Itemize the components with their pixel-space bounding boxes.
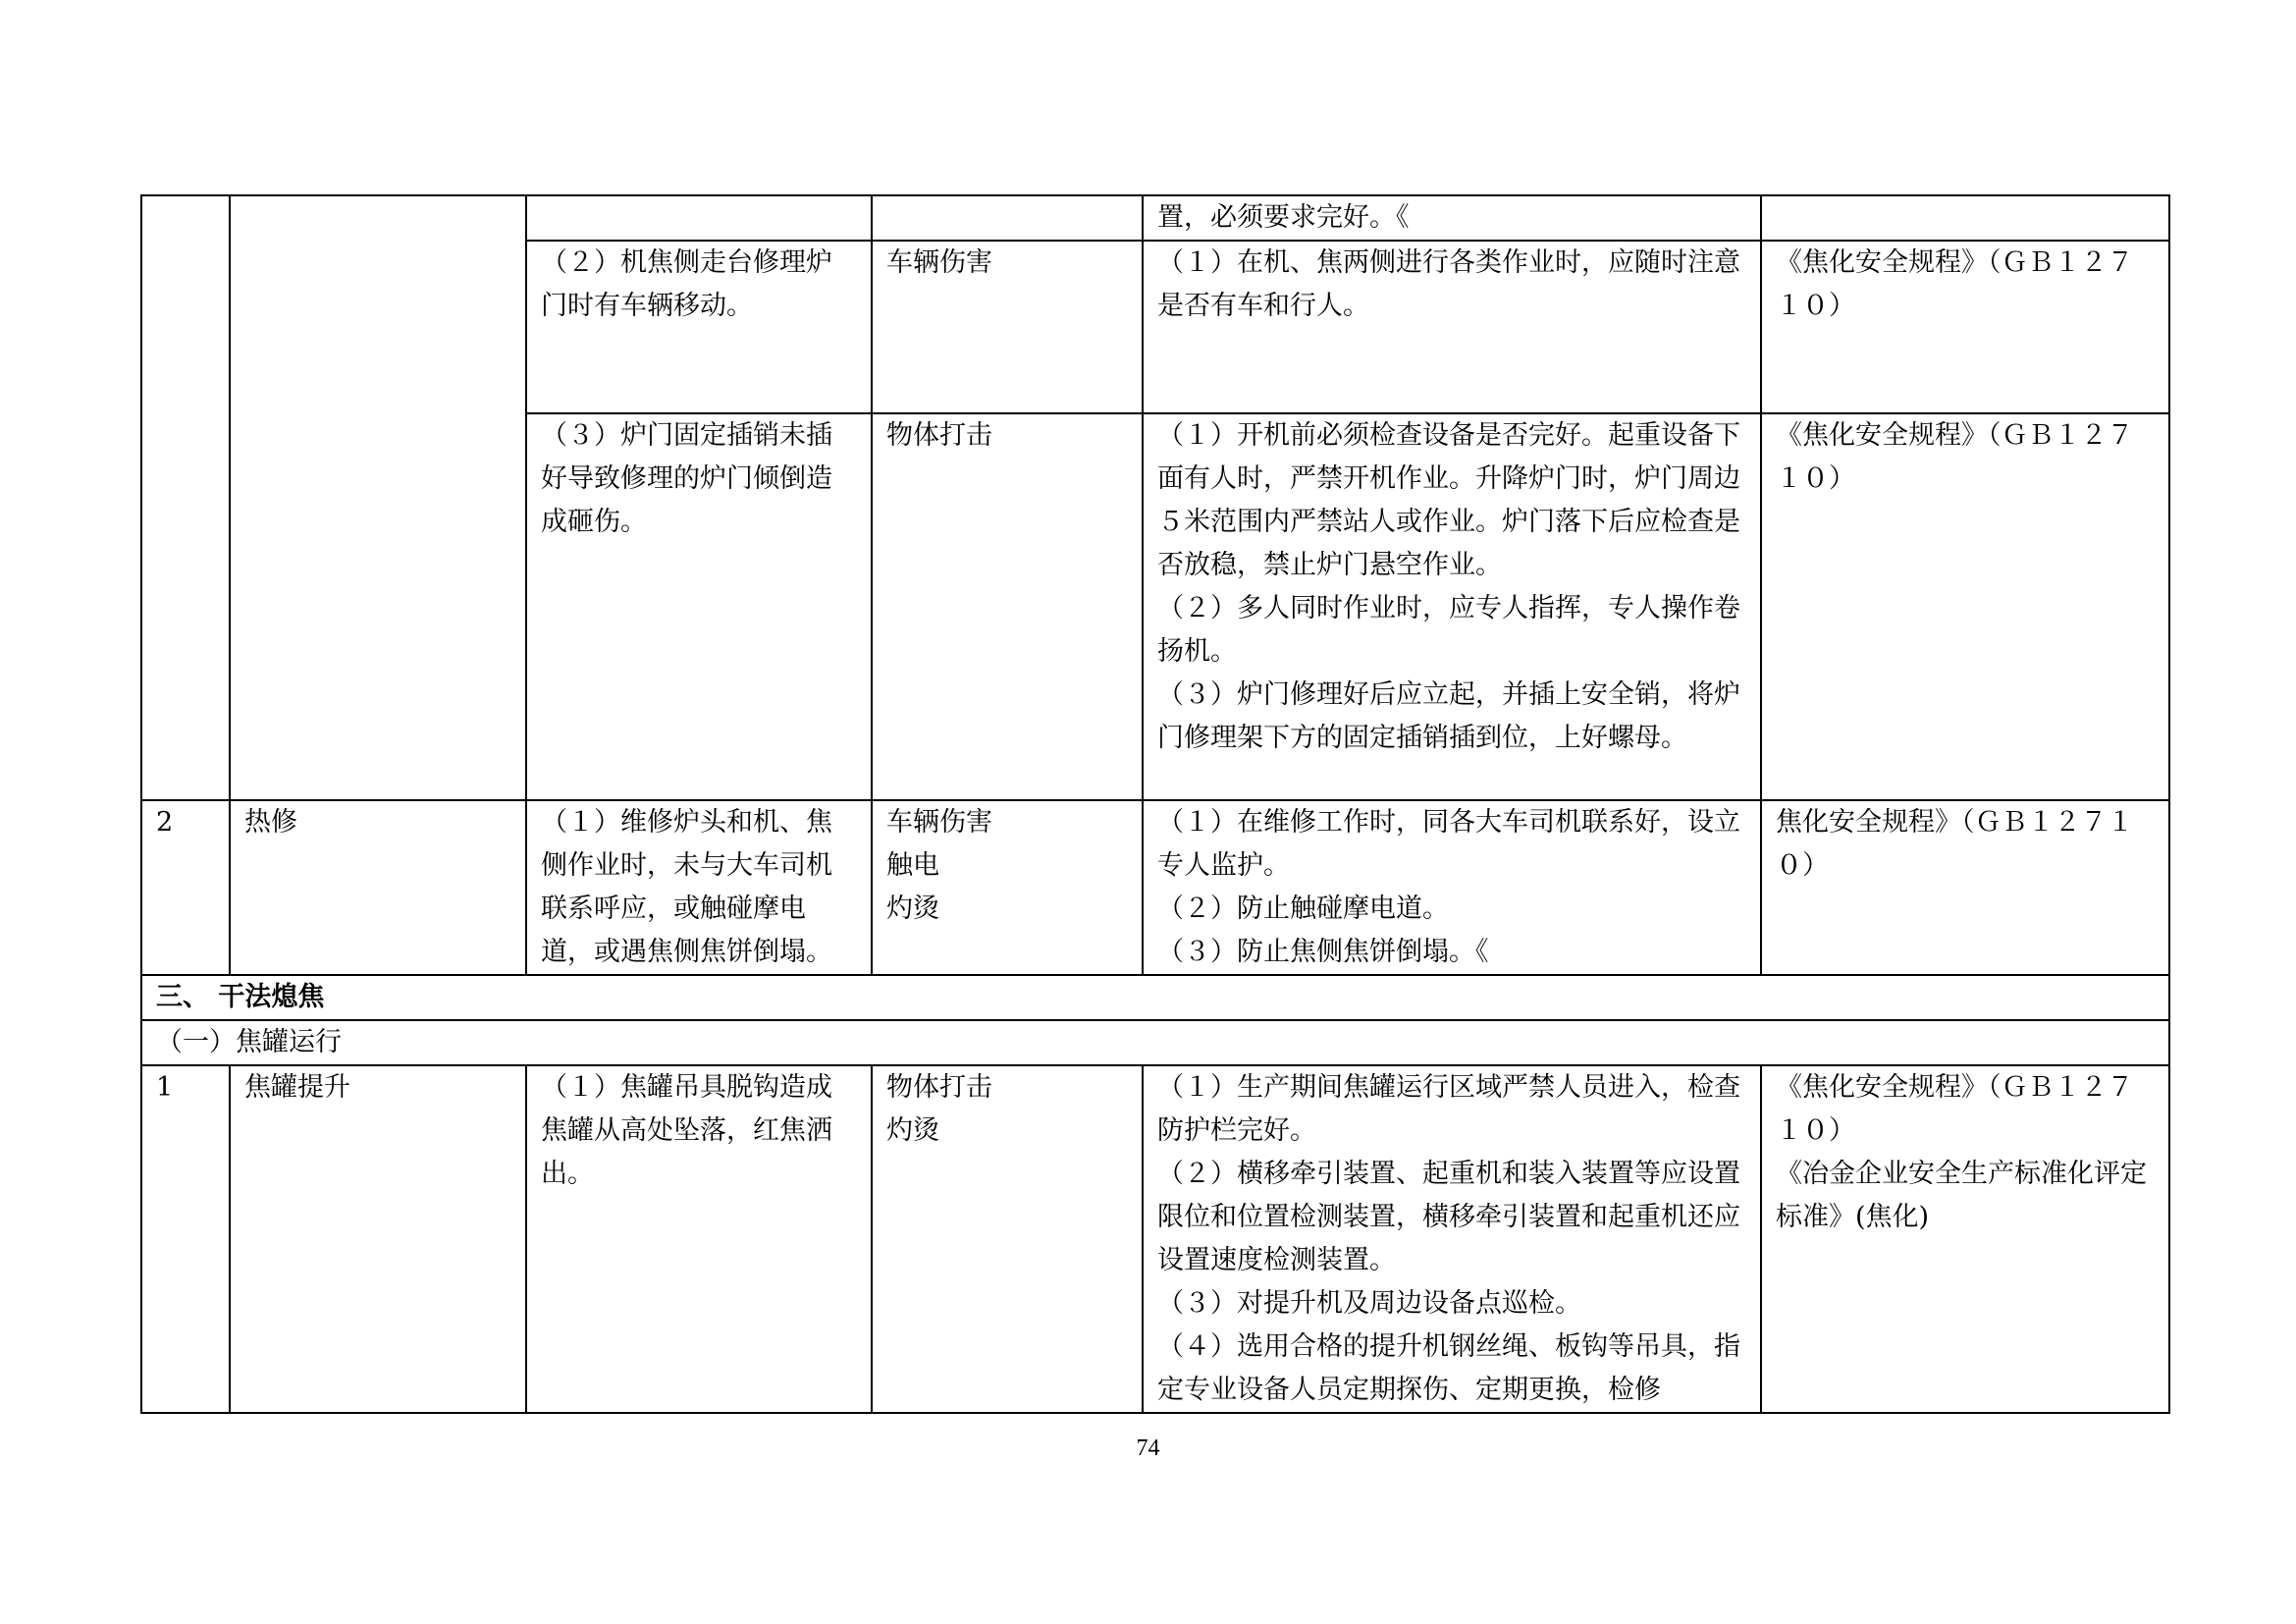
measures-cell bbox=[1143, 800, 1761, 975]
measures-cell bbox=[1143, 1065, 1761, 1413]
measure-item: （３）炉门修理好后应立起，并插上安全销，将炉门修理架下方的固定插销插到位，上好螺母。 bbox=[1157, 679, 1740, 753]
table-row bbox=[141, 1065, 2169, 1413]
accident-type: 车辆伤害 bbox=[886, 807, 992, 838]
accident-type-cell: 车辆伤害 bbox=[872, 241, 1143, 413]
accident-type: 物体打击 bbox=[886, 1072, 992, 1103]
measure-item: （１）生产期间焦罐运行区域严禁人员进入，检查防护栏完好。 bbox=[1157, 1072, 1740, 1146]
measure-item: （３）对提升机及周边设备点巡检。 bbox=[1157, 1288, 1581, 1319]
measure-item: （２）横移牵引装置、起重机和装入装置等应设置限位和位置检测装置，横移牵引装置和起重机还应设置速度检测装置。 bbox=[1157, 1159, 1740, 1275]
accident-type-cell bbox=[872, 1065, 1143, 1413]
work-item-cell: 焦罐提升 bbox=[230, 1065, 526, 1413]
basis-cell: 《焦化安全规程》（ＧＢ１２７１０） bbox=[1761, 241, 2169, 413]
measure-item: （３）防止焦侧焦饼倒塌。《 bbox=[1157, 937, 1489, 967]
table-row bbox=[141, 800, 2169, 975]
measure-item: （２）防止触碰摩电道。 bbox=[1157, 893, 1449, 924]
measure-item: （２）多人同时作业时，应专人指挥，专人操作卷扬机。 bbox=[1157, 593, 1740, 667]
measures-cell bbox=[1143, 413, 1761, 800]
row-number-cell: 1 bbox=[141, 1065, 230, 1413]
subsection-title: （一）焦罐运行 bbox=[141, 1020, 2169, 1065]
accident-type-cell: 物体打击 bbox=[872, 413, 1143, 800]
table-row bbox=[141, 195, 2169, 241]
measure-item: （１）在机、焦两侧进行各类作业时，应随时注意是否有车和行人。 bbox=[1157, 247, 1740, 321]
measures-cell bbox=[1143, 195, 1761, 241]
hazard-cell bbox=[526, 195, 872, 241]
page-number: 74 bbox=[1136, 1435, 1160, 1461]
accident-type-cell bbox=[872, 800, 1143, 975]
hazard-cell: （３）炉门固定插销未插好导致修理的炉门倾倒造成砸伤。 bbox=[526, 413, 872, 800]
basis-cell: 《焦化安全规程》（ＧＢ１２７１０） bbox=[1761, 413, 2169, 800]
work-item-cell bbox=[230, 195, 526, 800]
accident-type-cell bbox=[872, 195, 1143, 241]
basis-cell bbox=[1761, 195, 2169, 241]
section-title: 三、 干法熄焦 bbox=[141, 975, 2169, 1020]
subsection-heading-row bbox=[141, 1020, 2169, 1065]
basis-item: 《焦化安全规程》（ＧＢ１２７１０） bbox=[1776, 1072, 2134, 1146]
safety-hazard-table bbox=[140, 194, 2170, 1414]
basis-cell bbox=[1761, 1065, 2169, 1413]
section-heading-row bbox=[141, 975, 2169, 1020]
row-number-cell: 2 bbox=[141, 800, 230, 975]
measure-item: （４）选用合格的提升机钢丝绳、板钩等吊具，指定专业设备人员定期探伤、定期更换，检修 bbox=[1157, 1331, 1740, 1405]
row-number-cell bbox=[141, 195, 230, 800]
work-item-cell: 热修 bbox=[230, 800, 526, 975]
basis-item: 《冶金企业安全生产标准化评定标准》(焦化) bbox=[1776, 1159, 2147, 1232]
measure-item: （１）在维修工作时，同各大车司机联系好，设立专人监护。 bbox=[1157, 807, 1740, 881]
measure-item: 置，必须要求完好。《 bbox=[1157, 202, 1410, 233]
accident-type: 灼烫 bbox=[886, 1115, 939, 1146]
measure-item: （１）开机前必须检查设备是否完好。起重设备下面有人时，严禁开机作业。升降炉门时，炉门周边５米范围内严禁站人或作业。炉门落下后应检查是否放稳，禁止炉门悬空作业。 bbox=[1157, 420, 1740, 580]
accident-type: 触电 bbox=[886, 850, 939, 881]
basis-cell: 焦化安全规程》（ＧＢ１２７１０） bbox=[1761, 800, 2169, 975]
accident-type: 灼烫 bbox=[886, 893, 939, 924]
hazard-cell: （１）维修炉头和机、焦侧作业时，未与大车司机联系呼应，或触碰摩电道，或遇焦侧焦饼倒塌。 bbox=[526, 800, 872, 975]
measures-cell bbox=[1143, 241, 1761, 413]
hazard-cell: （２）机焦侧走台修理炉门时有车辆移动。 bbox=[526, 241, 872, 413]
hazard-cell: （１）焦罐吊具脱钩造成焦罐从高处坠落，红焦洒出。 bbox=[526, 1065, 872, 1413]
